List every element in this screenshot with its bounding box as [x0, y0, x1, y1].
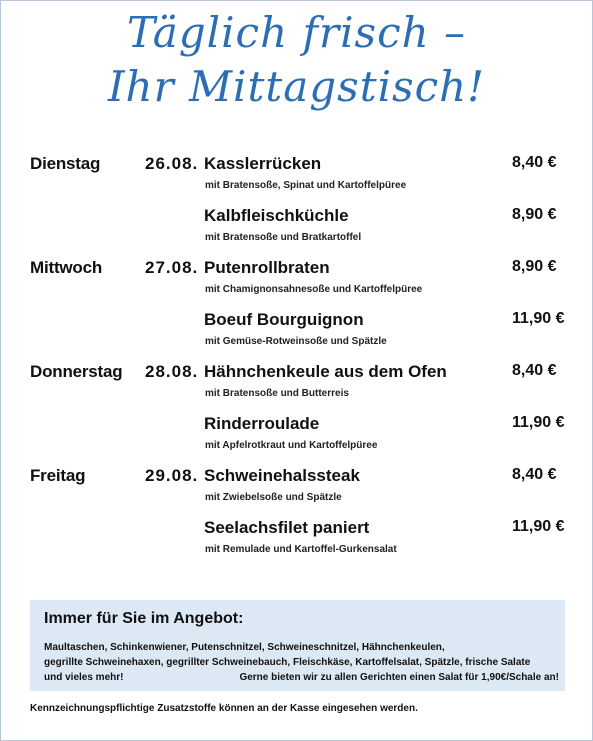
dish-name: Kasslerrücken: [204, 154, 322, 173]
title-line-1: Täglich frisch –: [127, 8, 466, 57]
offer-line: [44, 670, 559, 685]
dish-price: 8,40 €: [512, 154, 557, 171]
menu-row: [0, 410, 593, 462]
dish-description: mit Apfelrotkraut und Kartoffelpüree: [205, 440, 378, 451]
title-line-2: Ihr Mittagstisch!: [107, 62, 486, 111]
footnote: Kennzeichnungspflichtige Zusatzstoffe können an der Kasse eingesehen werden.: [30, 703, 418, 714]
menu-date: 29.08.: [145, 466, 199, 485]
menu-date: 28.08.: [145, 362, 199, 381]
menu-row: [0, 202, 593, 254]
menu-day: Donnerstag: [30, 362, 123, 381]
dish-name: Schweinehalssteak: [204, 466, 360, 485]
dish-description: mit Chamignonsahnesoße und Kartoffelpüree: [205, 284, 423, 295]
dish-description: mit Remulade und Kartoffel-Gurkensalat: [205, 544, 397, 555]
dish-name: Rinderroulade: [204, 414, 320, 433]
menu-row: [0, 254, 593, 306]
dish-name: Hähnchenkeule aus dem Ofen: [204, 362, 447, 381]
offer-line: gegrillte Schweinehaxen, gegrillter Schweinebauch, Fleischkäse, Kartoffelsalat, Spätzle, frische Salate: [44, 657, 531, 668]
offer-title: Immer für Sie im Angebot:: [44, 610, 244, 627]
dish-name: Seelachsfilet paniert: [204, 518, 370, 537]
dish-description: mit Zwiebelsoße und Spätzle: [205, 492, 342, 503]
dish-price: 8,90 €: [512, 206, 557, 223]
offer-line: Maultaschen, Schinkenwiener, Putenschnitzel, Schweineschnitzel, Hähnchenkeulen,: [44, 642, 445, 653]
menu-row: [0, 514, 593, 566]
dish-price: 11,90 €: [512, 414, 565, 431]
dish-name: Kalbfleischküchle: [204, 206, 349, 225]
dish-price: 11,90 €: [512, 518, 565, 535]
menu-date: 26.08.: [145, 154, 199, 173]
dish-price: 11,90 €: [512, 310, 565, 327]
menu-date: 27.08.: [145, 258, 199, 277]
dish-description: mit Bratensoße, Spinat und Kartoffelpüree: [205, 180, 407, 191]
offer-line-right: Gerne bieten wir zu allen Gerichten einen Salat für 1,90€/Schale an!: [239, 672, 559, 683]
menu-row: [0, 358, 593, 410]
weekly-menu: [0, 150, 593, 566]
menu-day: Dienstag: [30, 154, 101, 173]
menu-day: Freitag: [30, 466, 86, 485]
menu-row: [0, 306, 593, 358]
dish-price: 8,90 €: [512, 258, 557, 275]
menu-row: [0, 150, 593, 202]
menu-row: [0, 462, 593, 514]
offer-text: [44, 640, 559, 685]
page-title: [0, 6, 593, 114]
dish-description: mit Bratensoße und Bratkartoffel: [205, 232, 362, 243]
offer-line-left: und vieles mehr!: [44, 672, 124, 683]
dish-description: mit Gemüse-Rotweinsoße und Spätzle: [205, 336, 387, 347]
offer-box: [30, 600, 565, 691]
dish-name: Putenrollbraten: [204, 258, 330, 277]
dish-price: 8,40 €: [512, 362, 557, 379]
dish-description: mit Bratensoße und Butterreis: [205, 388, 349, 399]
dish-name: Boeuf Bourguignon: [204, 310, 364, 329]
dish-price: 8,40 €: [512, 466, 557, 483]
menu-day: Mittwoch: [30, 258, 103, 277]
